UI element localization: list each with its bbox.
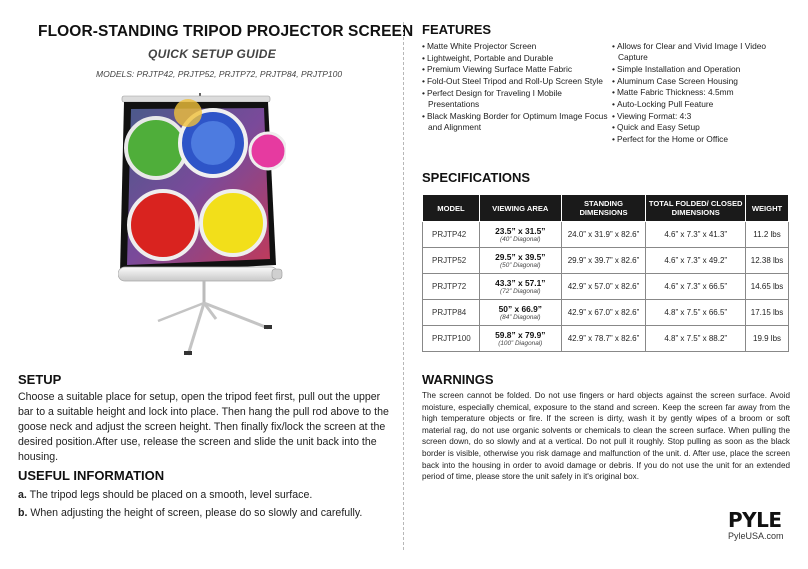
table-row bbox=[423, 300, 789, 326]
viewing-area-cell bbox=[479, 222, 561, 248]
table-row bbox=[423, 274, 789, 300]
table-row bbox=[423, 326, 789, 352]
feature-item: • Black Masking Border for Optimum Image Focus and Alignment bbox=[422, 111, 608, 133]
viewing-area-cell bbox=[479, 326, 561, 352]
area-value: 29.5” x 39.5” bbox=[495, 252, 546, 262]
table-header-row bbox=[423, 195, 789, 222]
guide-subtitle: QUICK SETUP GUIDE bbox=[148, 47, 277, 61]
feature-item: • Lightweight, Portable and Durable bbox=[422, 53, 608, 64]
viewing-area-cell bbox=[479, 248, 561, 274]
useful-item-letter: a. bbox=[18, 489, 27, 501]
feature-item: • Perfect Design for Traveling I Mobile Presentations bbox=[422, 88, 608, 110]
feature-item: • Matte Fabric Thickness: 4.5mm bbox=[612, 87, 792, 98]
diagonal-value: (84” Diagonal) bbox=[500, 314, 541, 321]
standing-cell: 42.9” x 78.7” x 82.6” bbox=[561, 326, 646, 352]
feature-item: • Fold-Out Steel Tripod and Roll-Up Screen Style bbox=[422, 76, 608, 87]
brand-logo: PYLE bbox=[728, 508, 782, 532]
setup-text: Choose a suitable place for setup, open the tripod feet first, pull out the upper bar to a suitable height and lock into place. Then hang the pull rod above to the goose neck and adjust the screen height. Then finally fix/lock the screen at the desired position.After use, release the screen and slide the unit back into the housing. bbox=[18, 391, 389, 464]
folded-cell: 4.6” x 7.3” x 66.5” bbox=[646, 274, 746, 300]
feature-item: • Perfect for the Home or Office bbox=[612, 134, 792, 145]
brand-website: PyleUSA.com bbox=[728, 531, 784, 541]
models-list: MODELS: PRJTP42, PRJTP52, PRJTP72, PRJTP84, PRJTP100 bbox=[96, 69, 343, 79]
column-header: MODEL bbox=[423, 195, 480, 222]
weight-cell: 14.65 lbs bbox=[746, 274, 789, 300]
column-header: VIEWING AREA bbox=[479, 195, 561, 222]
standing-cell: 24.0” x 31.9” x 82.6” bbox=[561, 222, 646, 248]
folded-cell: 4.8” x 7.5” x 88.2” bbox=[646, 326, 746, 352]
standing-cell: 42.9” x 57.0” x 82.6” bbox=[561, 274, 646, 300]
model-cell: PRJTP100 bbox=[423, 326, 480, 352]
feature-item: • Allows for Clear and Vivid Image I Video Capture bbox=[612, 41, 792, 63]
weight-cell: 12.38 lbs bbox=[746, 248, 789, 274]
projector-screen-icon bbox=[118, 93, 286, 363]
feature-item: • Auto-Locking Pull Feature bbox=[612, 99, 792, 110]
useful-info-heading: USEFUL INFORMATION bbox=[18, 468, 165, 483]
weight-cell: 11.2 lbs bbox=[746, 222, 789, 248]
feature-item: • Aluminum Case Screen Housing bbox=[612, 76, 792, 87]
features-list-right bbox=[612, 41, 792, 146]
folded-cell: 4.6” x 7.3” x 41.3” bbox=[646, 222, 746, 248]
standing-cell: 29.9” x 39.7” x 82.6” bbox=[561, 248, 646, 274]
model-cell: PRJTP84 bbox=[423, 300, 480, 326]
feature-item: • Matte White Projector Screen bbox=[422, 41, 608, 52]
viewing-area-cell bbox=[479, 300, 561, 326]
table-row bbox=[423, 222, 789, 248]
feature-item: • Quick and Easy Setup bbox=[612, 122, 792, 133]
column-header: WEIGHT bbox=[746, 195, 789, 222]
area-value: 59.8” x 79.9” bbox=[495, 330, 546, 340]
specifications-heading: SPECIFICATIONS bbox=[422, 170, 531, 185]
folded-cell: 4.8” x 7.5” x 66.5” bbox=[646, 300, 746, 326]
table-row bbox=[423, 248, 789, 274]
feature-item: • Viewing Format: 4:3 bbox=[612, 111, 792, 122]
weight-cell: 19.9 lbs bbox=[746, 326, 789, 352]
diagonal-value: (72” Diagonal) bbox=[500, 288, 541, 295]
specifications-table bbox=[422, 194, 789, 352]
useful-item-letter: b. bbox=[18, 507, 28, 519]
page-title: FLOOR-STANDING TRIPOD PROJECTOR SCREEN bbox=[38, 23, 414, 40]
useful-item-text: The tripod legs should be placed on a smooth, level surface. bbox=[29, 489, 313, 501]
feature-item: • Simple Installation and Operation bbox=[612, 64, 792, 75]
folded-cell: 4.6” x 7.3” x 49.2” bbox=[646, 248, 746, 274]
features-heading: FEATURES bbox=[422, 22, 492, 37]
diagonal-value: (100” Diagonal) bbox=[498, 340, 543, 347]
area-value: 43.3” x 57.1” bbox=[495, 278, 546, 288]
model-cell: PRJTP52 bbox=[423, 248, 480, 274]
useful-item bbox=[18, 507, 362, 519]
area-value: 23.5” x 31.5” bbox=[495, 226, 546, 236]
model-cell: PRJTP42 bbox=[423, 222, 480, 248]
useful-item-text: When adjusting the height of screen, please do so slowly and carefully. bbox=[30, 507, 363, 519]
feature-item: • Premium Viewing Surface Matte Fabric bbox=[422, 64, 608, 75]
column-header: TOTAL FOLDED/ CLOSED DIMENSIONS bbox=[646, 195, 746, 222]
diagonal-value: (50” Diagonal) bbox=[500, 262, 541, 269]
column-header: STANDING DIMENSIONS bbox=[561, 195, 646, 222]
warnings-text: The screen cannot be folded. Do not use fingers or hard objects against the screen surface. Avoid moisture, especially chemical, exposure to the stand and screen. Keep the screen far away from the high temperature objects or fire. If the screen is dirty, wash it by gently wipes of a broom or soft material rag, do not use organic solvents or chemicals to clean the screen surface. When pulling the screen down, do so slowly and at a vertical. Do not pull it roughly. Stop pulling as soon as the black border is visible, otherwise you risk damage and malfunction of the unit. d. After use, place the screen back into the housing in order to avoid damage or debris. If you do not use the unit for an extended period of time, please store the unit safely in it's original box. bbox=[422, 391, 790, 482]
features-list-left bbox=[422, 41, 608, 134]
column-divider bbox=[403, 22, 404, 550]
warnings-heading: WARNINGS bbox=[422, 372, 494, 387]
useful-item bbox=[18, 489, 312, 501]
standing-cell: 42.9” x 67.0” x 82.6” bbox=[561, 300, 646, 326]
area-value: 50” x 66.9” bbox=[498, 304, 542, 314]
diagonal-value: (40” Diagonal) bbox=[500, 236, 541, 243]
setup-heading: SETUP bbox=[18, 372, 62, 387]
weight-cell: 17.15 lbs bbox=[746, 300, 789, 326]
viewing-area-cell bbox=[479, 274, 561, 300]
model-cell: PRJTP72 bbox=[423, 274, 480, 300]
